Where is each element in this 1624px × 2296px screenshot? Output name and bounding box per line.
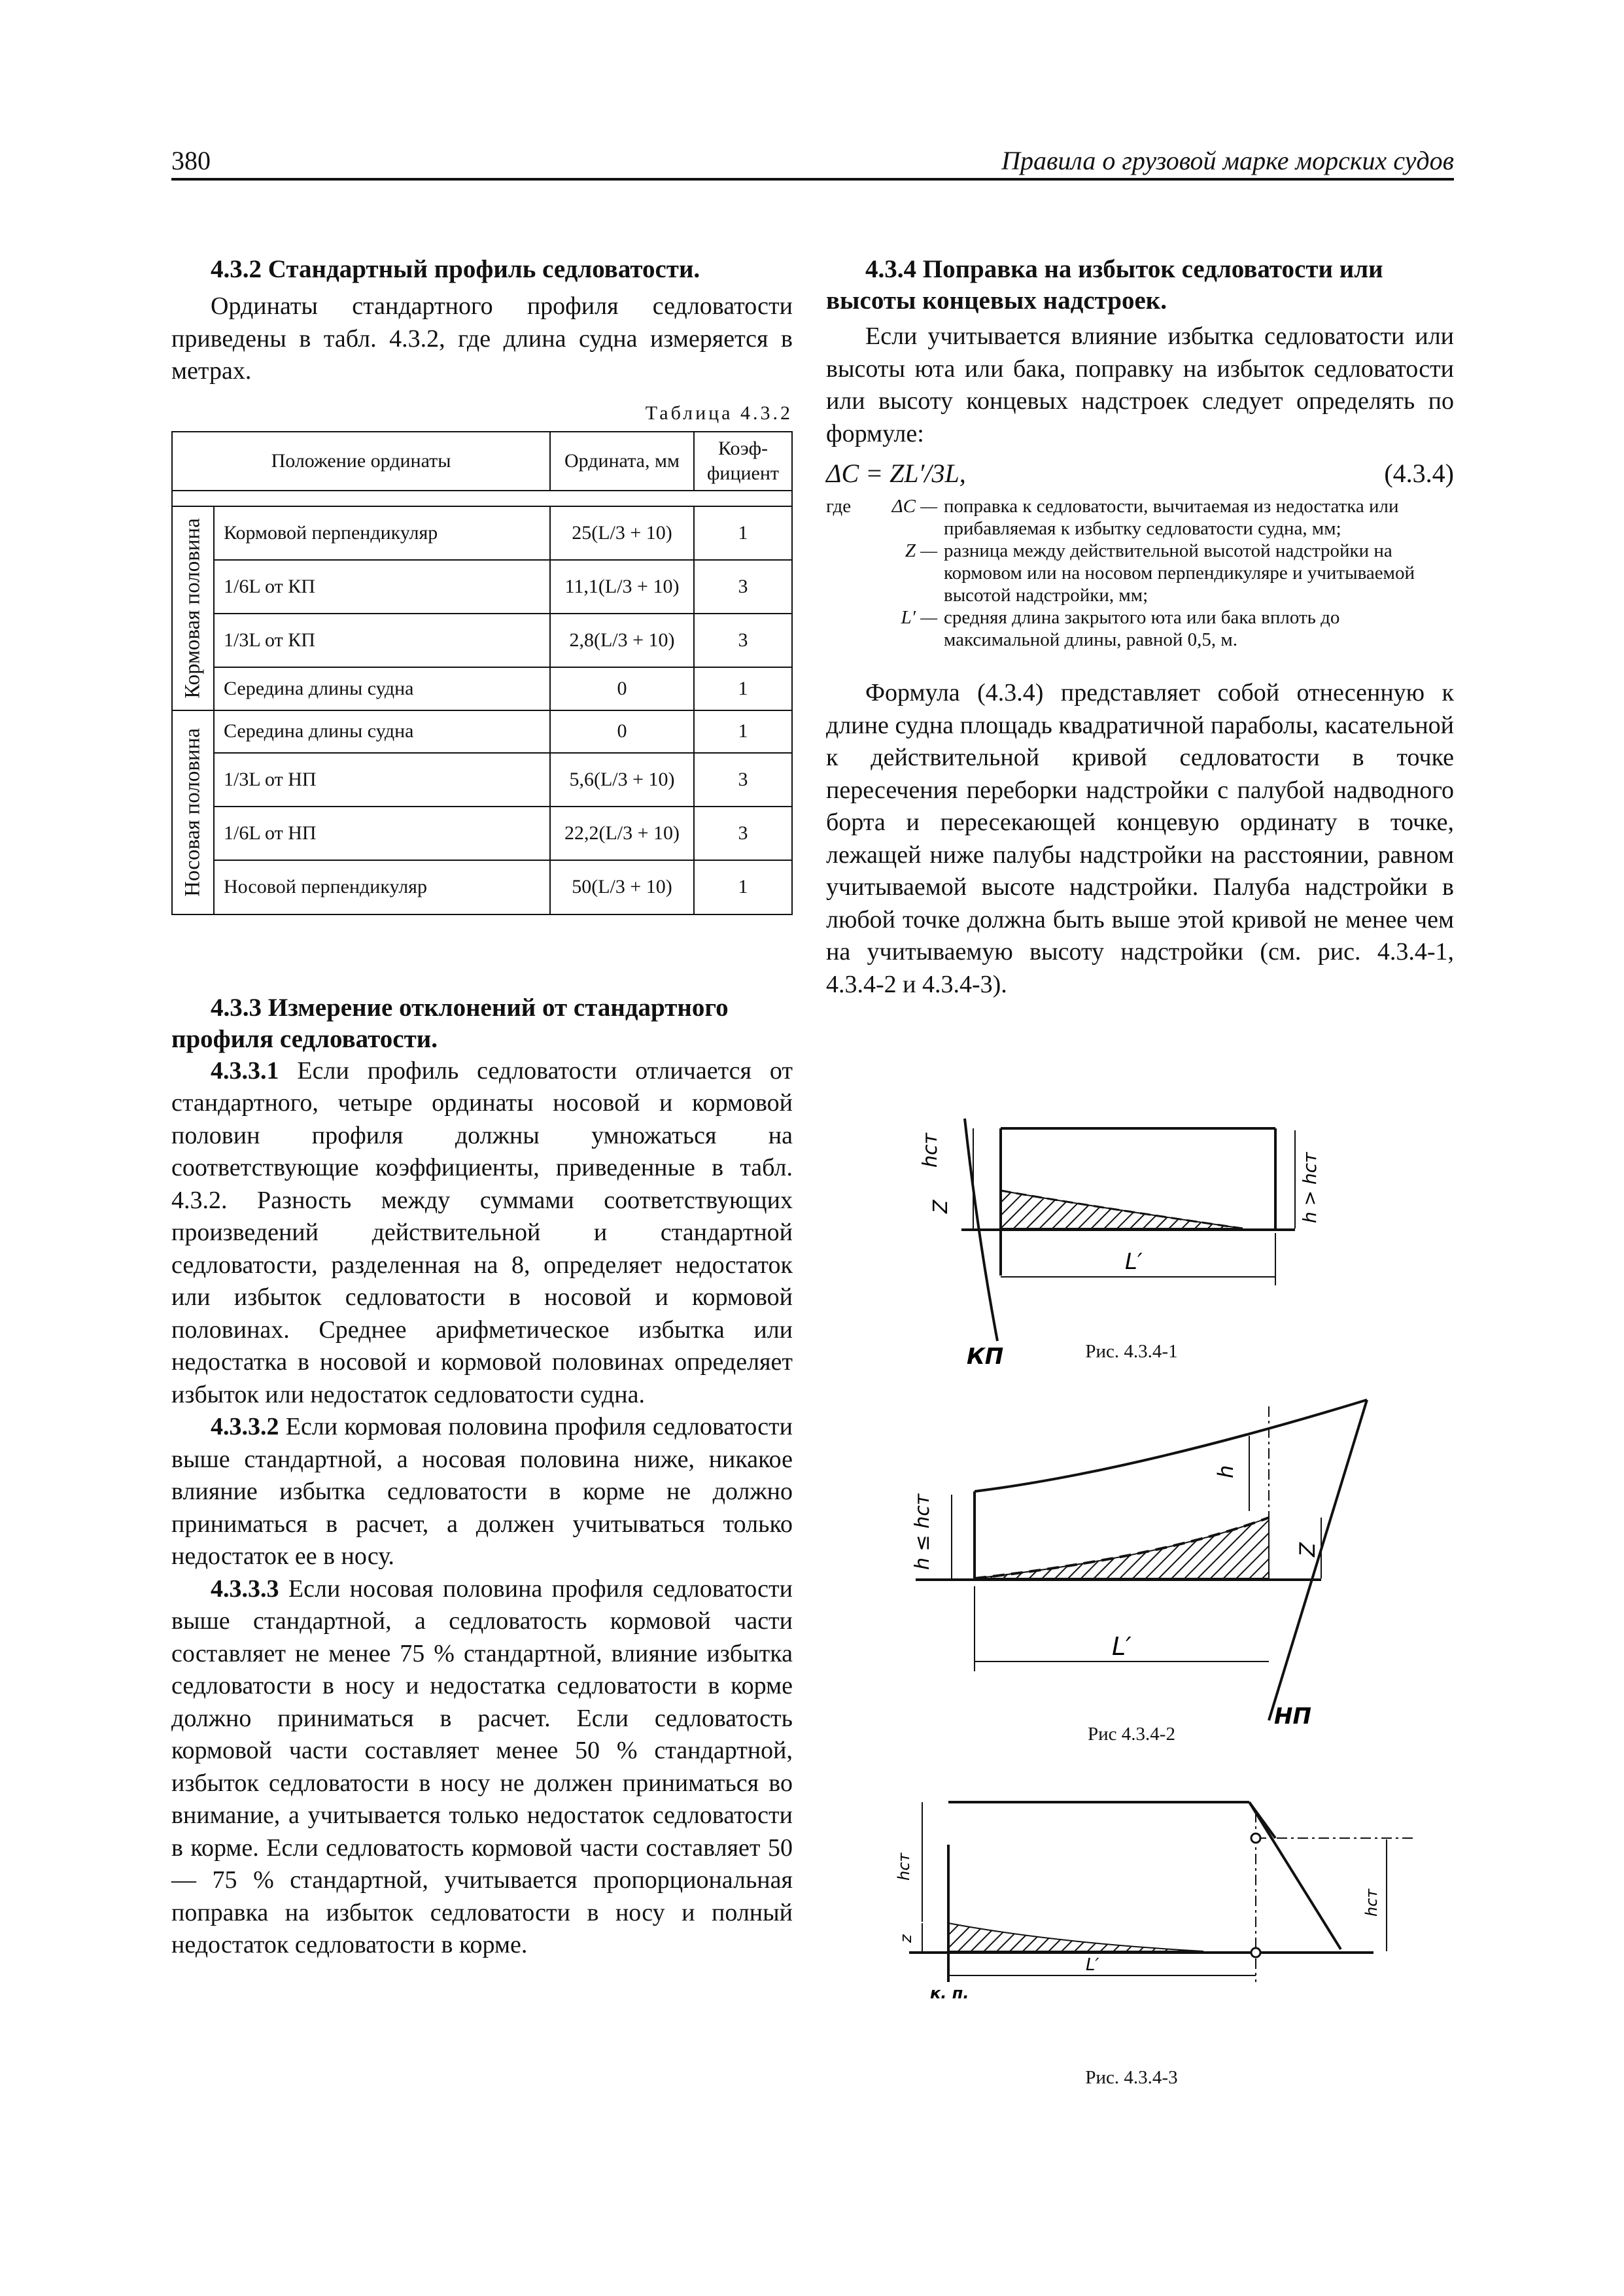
section-4-3-2-heading: 4.3.2 Стандартный профиль седловатости. — [211, 255, 700, 283]
table-row — [172, 506, 792, 560]
formula-definitions — [826, 495, 1454, 651]
table-header-row — [172, 432, 792, 491]
table-row — [172, 667, 792, 710]
label-h-st: hст — [895, 1852, 913, 1881]
label-L-prime: L′ — [1125, 1249, 1143, 1275]
label-h-st: hст — [919, 1133, 942, 1168]
figure-4-3-4-2-caption: Рис 4.3.4-2 — [1088, 1724, 1175, 1745]
table-row — [172, 614, 792, 667]
table-row — [172, 860, 792, 914]
header-coef: Коэф-фициент — [694, 432, 792, 491]
row-position: Кормовой перпендикуляр — [214, 506, 550, 560]
section-4-3-3-heading: 4.3.3 Измерение отклонений от стандартного профиля седловатости. — [171, 993, 729, 1053]
row-coef: 1 — [694, 710, 792, 754]
row-coef: 3 — [694, 614, 792, 667]
paragraph-4-3-3-3: 4.3.3.3 Если носовая половина профиля седловатости выше стандартной, а седловатость кормовой части составляет не менее 75 % стандартной, влияние избытка седловатости в носу и недостатка седловатости в корме должно приниматься в расчет. Если седловатость кормовой части составляет менее 50 % стандартной, избыток седловатости в носу не должен приниматься во внимание, а учитывается только недостаток седловатости в корме. Если седловатость кормовой части составляет 50 — 75 % стандартной, учитывается пропорциональная поправка на избыток седловатости в носу и полный недостаток седловатости в корме. — [171, 1574, 793, 1958]
formula-number: (4.3.4) — [1384, 459, 1454, 488]
def-text: средняя длина закрытого юта или бака вплоть до максимальной длины, равной 0,5, м. — [944, 607, 1340, 650]
def-text: разница между действительной высотой надстройки на кормовом или на носовом перпендикуляре и учитываемой высотой надстройки, мм; — [944, 540, 1415, 606]
row-coef: 3 — [694, 560, 792, 614]
figure-4-3-4-1 — [903, 1105, 1321, 1367]
figure-4-3-4-3 — [890, 1786, 1426, 2002]
row-ordinate: 22,2(L/3 + 10) — [550, 807, 694, 860]
row-coef: 3 — [694, 807, 792, 860]
row-ordinate: 11,1(L/3 + 10) — [550, 560, 694, 614]
label-h: h — [1213, 1465, 1238, 1478]
label-L-prime: L′ — [1086, 1955, 1099, 1975]
def-symbol: L′ — — [901, 607, 937, 628]
label-z: z — [897, 1934, 915, 1943]
label-np: НП — [1274, 1703, 1311, 1730]
header-position: Положение ординаты — [172, 432, 550, 491]
paragraph-4-3-3-2: 4.3.3.2 Если кормовая половина профиля седловатости выше стандартной, а носовая половина ниже, никакое влияние избытка седловатости в корме не должно приниматься в расчет, а должен учитываться только недостаток ее в носу. — [171, 1413, 793, 1570]
formula-expression: ΔC = ZL′/3L, — [826, 459, 966, 488]
figure-4-3-4-1-caption: Рис. 4.3.4-1 — [1085, 1341, 1178, 1362]
paragraph-number: 4.3.3.2 — [211, 1413, 279, 1440]
def-symbol: ΔC — — [891, 496, 937, 517]
left-column — [171, 254, 793, 1962]
where-word: где — [826, 496, 852, 517]
row-ordinate: 25(L/3 + 10) — [550, 506, 694, 560]
row-ordinate: 0 — [550, 667, 694, 710]
table-row — [172, 807, 792, 860]
row-ordinate: 5,6(L/3 + 10) — [550, 753, 694, 807]
section-4-3-2-text: Ординаты стандартного профиля седловатости приведены в табл. 4.3.2, где длина судна измеряется в метрах. — [171, 292, 793, 385]
figure-4-3-4-3-caption: Рис. 4.3.4-3 — [1085, 2067, 1178, 2088]
table-row — [172, 753, 792, 807]
right-column — [826, 254, 1454, 1001]
row-coef: 3 — [694, 753, 792, 807]
def-symbol: Z — — [905, 540, 937, 561]
label-h-gt-hst: h > hст — [1299, 1152, 1321, 1223]
row-coef: 1 — [694, 860, 792, 914]
label-kp: к. п. — [930, 1984, 969, 2002]
paragraph-number: 4.3.3.3 — [211, 1574, 279, 1603]
fwd-half-label: Носовая половина — [172, 710, 214, 914]
ordinates-table — [171, 431, 793, 915]
row-position: 1/6L от КП — [214, 560, 550, 614]
section-4-3-4-heading: 4.3.4 Поправка на избыток седловатости или высоты концевых надстроек. — [826, 255, 1383, 315]
row-coef: 1 — [694, 506, 792, 560]
paragraph-4-3-3-1: 4.3.3.1 Если профиль седловатости отличается от стандартного, четыре ординаты носовой и кормовой половин профиля должны умножаться на соответствующие коэффициенты, приведенные в табл. 4.3.2. Разность между суммами соответствующих произведений действительной и стандартной седловатости, разделенная на 8, определяет недостаток или избыток седловатости в носовой и кормовой половинах. Среднее арифметическое избытка или недостатка в носовой и кормовой половинах определяет избыток или недостаток седловатости судна. — [171, 1056, 793, 1408]
table-caption: Таблица 4.3.2 — [645, 402, 793, 424]
row-position: 1/3L от НП — [214, 753, 550, 807]
paragraph-number: 4.3.3.1 — [211, 1056, 279, 1085]
label-z: Z — [929, 1200, 952, 1213]
row-position: Середина длины судна — [214, 667, 550, 710]
header-rule — [171, 178, 1454, 181]
row-position: 1/3L от КП — [214, 614, 550, 667]
section-4-3-4-text2: Формула (4.3.4) представляет собой отнесенную к длине судна площадь квадратичной параболы, касательной к действительной кривой седловатости в точке пересечения переборки надстройки с палубой надводного борта и пересекающей концевую ординату в точке, лежащей ниже палубы надстройки на расстоянии, равном учитываемой высоте надстройки. Палуба надстройки в любой точке должна быть выше этой кривой не менее чем на учитываемую высоту надстройки (см. рис. 4.3.4-1, 4.3.4-2 и 4.3.4-3). — [826, 679, 1454, 998]
aft-half-label: Кормовая половина — [172, 506, 214, 710]
header-ordinate: Ордината, мм — [550, 432, 694, 491]
table-row — [172, 710, 792, 754]
def-text: поправка к седловатости, вычитаемая из недостатка или прибавляемая к избытку седловатости судна, мм; — [944, 496, 1399, 539]
running-title: Правила о грузовой марке морских судов — [1001, 146, 1454, 175]
row-ordinate: 2,8(L/3 + 10) — [550, 614, 694, 667]
row-position: 1/6L от НП — [214, 807, 550, 860]
label-L-prime: L′ — [1112, 1632, 1132, 1661]
label-h-st-right: hст — [1362, 1888, 1381, 1917]
page-number: 380 — [171, 146, 211, 175]
row-position: Носовой перпендикуляр — [214, 860, 550, 914]
row-position: Середина длины судна — [214, 710, 550, 754]
row-coef: 1 — [694, 667, 792, 710]
label-h-le-hst: h ≤ hст — [911, 1493, 934, 1570]
table-row — [172, 560, 792, 614]
label-z: Z — [1295, 1542, 1320, 1557]
label-kp: КП — [967, 1344, 1004, 1367]
row-ordinate: 50(L/3 + 10) — [550, 860, 694, 914]
figure-4-3-4-2 — [903, 1393, 1373, 1733]
row-ordinate: 0 — [550, 710, 694, 754]
section-4-3-4-text: Если учитывается влияние избытка седловатости или высоты юта или бака, поправку на избыток седловатости или высоту концевых надстроек следует определять по формуле: — [826, 322, 1454, 447]
formula-4-3-4 — [826, 458, 1454, 489]
